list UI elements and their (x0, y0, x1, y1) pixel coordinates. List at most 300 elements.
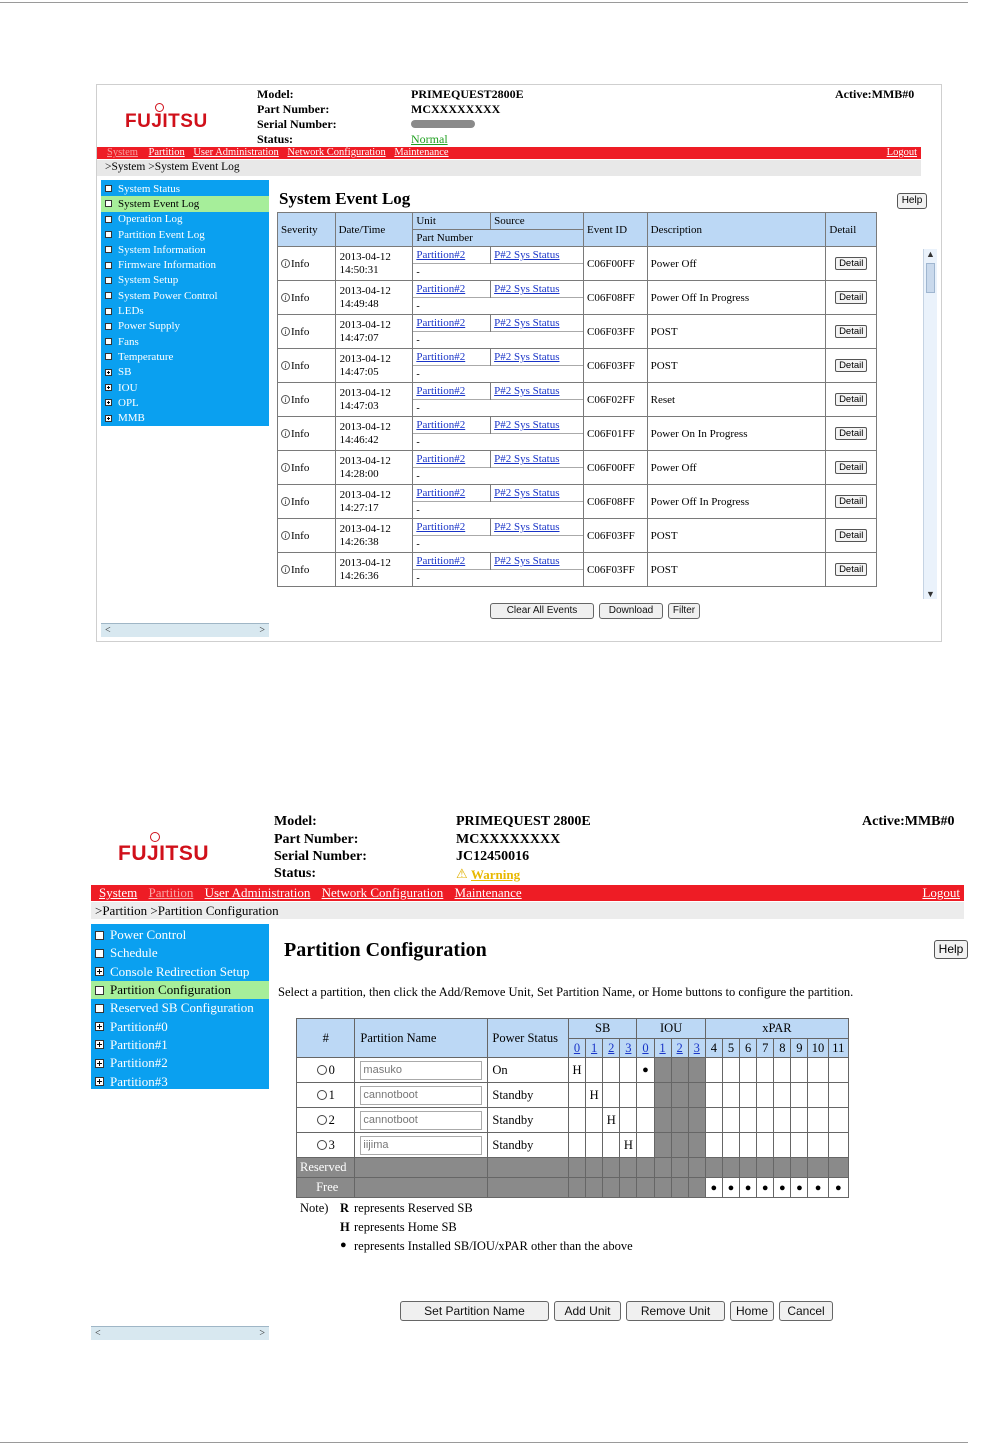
xpar-cell (808, 1058, 828, 1083)
sb-cell (568, 1133, 585, 1158)
sidebar-item-firmware-information[interactable] (101, 257, 269, 272)
reserved-row-unit-cell (620, 1158, 637, 1178)
iou-number-3[interactable]: 3 (693, 1040, 700, 1055)
reserved-row-xpar-cell (808, 1158, 828, 1178)
partition-table (296, 1018, 849, 1198)
sidebar-item-system-event-log[interactable] (101, 196, 269, 211)
sidebar-horizontal-scrollbar[interactable] (101, 623, 269, 637)
severity-text: Info (291, 495, 310, 508)
detail-button[interactable]: Detail (835, 325, 867, 338)
download-button[interactable]: Download (599, 603, 663, 619)
description-cell: Reset (647, 383, 826, 417)
table-row (278, 281, 877, 298)
source-cell (491, 315, 584, 332)
unit-link[interactable]: Partition#2 (416, 419, 466, 431)
menu-system[interactable]: System (99, 885, 138, 900)
unit-cell (413, 281, 491, 298)
page-top-rule (0, 2, 968, 3)
iou-cell (654, 1108, 671, 1133)
sidebar-item-opl[interactable] (101, 395, 269, 410)
scroll-right-icon[interactable]: > (259, 625, 265, 636)
severity-cell (278, 519, 336, 553)
detail-cell (826, 451, 877, 485)
checkbox-icon (105, 216, 112, 223)
reserved-row-xpar-cell (757, 1158, 774, 1178)
clear-all-events-button[interactable]: Clear All Events (490, 603, 594, 619)
col-xpar: xPAR (705, 1019, 848, 1039)
menu-user-administration[interactable]: User Administration (193, 147, 279, 158)
logout-link[interactable]: Logout (886, 147, 917, 158)
info-icon: i (281, 565, 290, 574)
event-log-vertical-scrollbar[interactable] (923, 249, 937, 599)
serial-number-label: Serial Number: (257, 117, 337, 131)
datetime-cell (335, 315, 413, 349)
source-cell (491, 553, 584, 570)
source-link[interactable]: P#2 Sys Status (494, 487, 560, 499)
partition-select-cell (297, 1133, 355, 1158)
radio-button[interactable] (317, 1065, 327, 1075)
detail-button[interactable]: Detail (835, 257, 867, 270)
severity-text: Info (291, 359, 310, 372)
xpar-cell (722, 1083, 739, 1108)
checkbox-icon (105, 338, 112, 345)
partition-name-cell (355, 1108, 488, 1133)
partition-number: 3 (328, 1137, 335, 1152)
table-row (278, 553, 877, 570)
part-number-cell: - (413, 400, 584, 417)
table-row (278, 485, 877, 502)
part-number-cell: - (413, 298, 584, 315)
help-button[interactable]: Help (934, 940, 968, 959)
description-cell: Power Off (647, 451, 826, 485)
xpar-col-8 (774, 1039, 791, 1058)
info-icon: i (281, 497, 290, 506)
sidebar-item-label: Partition Event Log (118, 228, 205, 241)
sidebar-item-system-setup[interactable] (101, 273, 269, 288)
detail-cell (826, 247, 877, 281)
sb-cell (586, 1133, 603, 1158)
reserved-row-power-cell (488, 1158, 569, 1178)
partition-select-cell (297, 1108, 355, 1133)
status-label: Status: (274, 866, 317, 881)
date-text: 2013-04-12 (339, 386, 391, 399)
xpar-cell (705, 1058, 722, 1083)
status-value[interactable]: Normal (411, 132, 448, 146)
scroll-left-icon[interactable]: < (95, 1328, 101, 1339)
partition-name-input[interactable] (360, 1086, 482, 1105)
col-event-id: Event ID (584, 213, 648, 247)
time-text: 14:47:07 (339, 331, 379, 344)
xpar-cell (774, 1058, 791, 1083)
radio-button[interactable] (317, 1090, 327, 1100)
sb-number-3[interactable]: 3 (625, 1040, 632, 1055)
sidebar-item-system-power-control[interactable] (101, 288, 269, 303)
source-link[interactable]: P#2 Sys Status (494, 521, 560, 533)
unit-link[interactable]: Partition#2 (416, 521, 466, 533)
cancel-button[interactable]: Cancel (779, 1301, 833, 1321)
checkbox-icon (105, 246, 112, 253)
detail-button[interactable]: Detail (835, 359, 867, 372)
xpar-number-5: 5 (727, 1040, 735, 1055)
xpar-cell (808, 1108, 828, 1133)
menu-user-administration[interactable]: User Administration (204, 885, 311, 900)
filter-button[interactable]: Filter (668, 603, 700, 619)
info-icon: i (281, 531, 290, 540)
sb-number-2[interactable]: 2 (608, 1040, 615, 1055)
sidebar-item-operation-log[interactable] (101, 212, 269, 227)
checkbox-icon (105, 353, 112, 360)
sb-cell (603, 1083, 620, 1108)
sidebar-item-partition-event-log[interactable] (101, 227, 269, 242)
radio-button[interactable] (317, 1115, 327, 1125)
col-partition-name: Partition Name (355, 1019, 488, 1058)
col-description: Description (647, 213, 826, 247)
sb-col-0[interactable] (568, 1039, 585, 1058)
sb-number-0[interactable]: 0 (573, 1040, 581, 1055)
iou-cell (688, 1108, 705, 1133)
source-link[interactable]: P#2 Sys Status (494, 555, 560, 567)
sidebar-nav (91, 924, 269, 1089)
date-text: 2013-04-12 (339, 250, 391, 263)
checkbox-icon (95, 986, 104, 995)
power-status-cell: Standby (488, 1133, 569, 1158)
severity-text: Info (291, 257, 310, 270)
unit-link[interactable]: Partition#2 (416, 385, 466, 397)
menu-system[interactable]: System (107, 147, 138, 158)
severity-cell (278, 485, 336, 519)
unit-link[interactable]: Partition#2 (416, 283, 466, 295)
iou-cell (671, 1058, 688, 1083)
col-detail: Detail (826, 213, 877, 247)
expand-plus-icon (95, 1022, 104, 1031)
menu-network-configuration[interactable]: Network Configuration (321, 885, 444, 900)
sidebar-item-schedule[interactable] (91, 944, 269, 962)
sidebar-item-iou[interactable] (101, 380, 269, 395)
date-text: 2013-04-12 (339, 454, 391, 467)
sidebar-item-power-supply[interactable] (101, 319, 269, 334)
free-row-xpar-cell: ● (808, 1178, 828, 1198)
breadcrumb: >Partition >Partition Configuration (91, 902, 964, 919)
iou-cell (671, 1108, 688, 1133)
sb-number-1[interactable]: 1 (590, 1040, 598, 1055)
sb-cell: H (586, 1083, 603, 1108)
iou-col-1[interactable] (654, 1039, 671, 1058)
free-row-xpar-cell: ● (757, 1178, 774, 1198)
source-cell (491, 349, 584, 366)
sidebar-item-label: Partition#2 (110, 1055, 168, 1071)
date-text: 2013-04-12 (339, 284, 391, 297)
scroll-down-icon[interactable]: ▼ (926, 589, 935, 599)
free-row-xpar-cell: ● (774, 1178, 791, 1198)
sb-cell (568, 1108, 585, 1133)
add-unit-button[interactable]: Add Unit (554, 1301, 621, 1321)
detail-button[interactable]: Detail (835, 495, 867, 508)
partition-select-cell (297, 1083, 355, 1108)
source-link[interactable]: P#2 Sys Status (494, 351, 560, 363)
xpar-cell (740, 1133, 757, 1158)
reserved-row-unit-cell (568, 1158, 585, 1178)
xpar-cell (757, 1083, 774, 1108)
source-cell (491, 417, 584, 434)
sidebar-horizontal-scrollbar[interactable] (91, 1326, 269, 1340)
home-button[interactable]: Home (730, 1301, 774, 1321)
logout-link[interactable]: Logout (922, 885, 960, 900)
sb-col-1[interactable] (586, 1039, 603, 1058)
page-title: System Event Log (279, 189, 411, 208)
free-row-xpar-cell: ● (828, 1178, 848, 1198)
page-bottom-rule (0, 1442, 968, 1443)
severity-cell (278, 417, 336, 451)
model-label: Model: (274, 814, 317, 829)
legend-symbol-r: R (340, 1201, 350, 1215)
legend-notes (300, 1201, 633, 1258)
scroll-up-icon[interactable]: ▲ (926, 249, 935, 259)
fujitsu-logo: FUJITSU (118, 842, 209, 866)
radio-button[interactable] (317, 1140, 327, 1150)
source-link[interactable]: P#2 Sys Status (494, 249, 560, 261)
description-cell: Power Off In Progress (647, 485, 826, 519)
part-number-value: MCXXXXXXXX (411, 102, 501, 116)
detail-cell (826, 553, 877, 587)
sidebar-item-label: Partition Configuration (110, 982, 231, 998)
help-button[interactable]: Help (897, 193, 927, 209)
unit-link[interactable]: Partition#2 (416, 317, 466, 329)
expand-plus-icon (95, 1059, 104, 1068)
reserved-row-label: Reserved (297, 1158, 355, 1178)
partition-name-input[interactable] (360, 1136, 482, 1155)
date-text: 2013-04-12 (339, 318, 391, 331)
menu-maintenance[interactable]: Maintenance (394, 147, 449, 158)
xpar-cell (791, 1058, 808, 1083)
status-value[interactable]: Warning (471, 867, 521, 882)
table-row[interactable] (297, 1058, 849, 1083)
iou-number-0[interactable]: 0 (642, 1040, 649, 1055)
iou-col-2[interactable] (671, 1039, 688, 1058)
datetime-cell (335, 553, 413, 587)
datetime-cell (335, 451, 413, 485)
detail-button[interactable]: Detail (835, 291, 867, 304)
part-number-label: Part Number: (257, 102, 330, 116)
free-row-unit-cell (671, 1178, 688, 1198)
datetime-cell (335, 383, 413, 417)
sidebar-item-partition-configuration[interactable] (91, 981, 269, 999)
table-row[interactable] (297, 1133, 849, 1158)
expand-plus-icon (95, 1040, 104, 1049)
detail-button[interactable]: Detail (835, 427, 867, 440)
legend-text-r: represents Reserved SB (354, 1201, 473, 1215)
iou-cell (654, 1133, 671, 1158)
sb-col-3[interactable] (620, 1039, 637, 1058)
scroll-right-icon[interactable]: > (259, 1328, 265, 1339)
source-link[interactable]: P#2 Sys Status (494, 453, 560, 465)
sidebar-item-mmb[interactable] (101, 410, 269, 425)
legend-symbol-dot: ● (340, 1239, 347, 1251)
sidebar-item-reserved-sb-configuration[interactable] (91, 999, 269, 1017)
event-id-cell: C06F03FF (584, 349, 648, 383)
table-row (278, 417, 877, 434)
event-id-cell: C06F03FF (584, 553, 648, 587)
page-title: Partition Configuration (284, 939, 487, 961)
iou-cell: ● (637, 1058, 654, 1083)
event-id-cell: C06F03FF (584, 315, 648, 349)
instruction-text: Select a partition, then click the Add/Remove Unit, Set Partition Name, or Home buttons to configure the partition. (278, 985, 854, 999)
iou-number-1[interactable]: 1 (659, 1040, 666, 1055)
col-part-number: Part Number (413, 230, 584, 247)
severity-cell (278, 315, 336, 349)
iou-cell (688, 1083, 705, 1108)
unit-cell (413, 519, 491, 536)
sidebar-item-label: IOU (118, 381, 138, 394)
unit-link[interactable]: Partition#2 (416, 453, 466, 465)
detail-button[interactable]: Detail (835, 529, 867, 542)
free-row-xpar-cell: ● (740, 1178, 757, 1198)
source-link[interactable]: P#2 Sys Status (494, 385, 560, 397)
col-power-status: Power Status (488, 1019, 569, 1058)
remove-unit-button[interactable]: Remove Unit (626, 1301, 725, 1321)
xpar-cell (740, 1058, 757, 1083)
xpar-col-9 (791, 1039, 808, 1058)
main-menu-bar (97, 147, 921, 159)
xpar-col-7 (757, 1039, 774, 1058)
serial-number-label: Serial Number: (274, 849, 367, 864)
info-icon: i (281, 429, 290, 438)
detail-cell (826, 417, 877, 451)
free-row-unit-cell (688, 1178, 705, 1198)
col-number: # (297, 1019, 355, 1058)
checkbox-icon (105, 231, 112, 238)
part-number-value: MCXXXXXXXX (456, 832, 561, 847)
col-iou: IOU (637, 1019, 705, 1039)
source-link[interactable]: P#2 Sys Status (494, 283, 560, 295)
iou-cell (637, 1083, 654, 1108)
col-sb: SB (568, 1019, 636, 1039)
iou-cell (654, 1058, 671, 1083)
source-cell (491, 247, 584, 264)
detail-cell (826, 315, 877, 349)
col-datetime: Date/Time (335, 213, 413, 247)
iou-col-0[interactable] (637, 1039, 654, 1058)
menu-network-configuration[interactable]: Network Configuration (287, 147, 386, 158)
power-status-cell: Standby (488, 1108, 569, 1133)
info-icon: i (281, 293, 290, 302)
iou-cell (654, 1083, 671, 1108)
time-text: 14:27:17 (339, 501, 379, 514)
datetime-cell (335, 519, 413, 553)
sidebar-item-label: Schedule (110, 945, 158, 961)
checkbox-icon (105, 185, 112, 192)
sidebar-item-leds[interactable] (101, 303, 269, 318)
xpar-cell (791, 1133, 808, 1158)
sidebar-item-partition-3[interactable] (91, 1072, 269, 1090)
source-link[interactable]: P#2 Sys Status (494, 419, 560, 431)
iou-col-3[interactable] (688, 1039, 705, 1058)
unit-link[interactable]: Partition#2 (416, 555, 466, 567)
sidebar-item-console-redirection-setup[interactable] (91, 963, 269, 981)
sidebar-item-sb[interactable] (101, 365, 269, 380)
xpar-cell (740, 1108, 757, 1133)
sidebar-item-partition-1[interactable] (91, 1036, 269, 1054)
table-row (278, 315, 877, 332)
free-row-unit-cell (637, 1178, 654, 1198)
checkbox-icon (105, 200, 112, 207)
xpar-number-9: 9 (796, 1040, 803, 1055)
severity-text: Info (291, 563, 310, 576)
detail-button[interactable]: Detail (835, 461, 867, 474)
partition-name-cell (355, 1058, 488, 1083)
menu-partition[interactable]: Partition (148, 147, 185, 158)
active-mmb: Active:MMB#0 (862, 814, 955, 829)
sb-col-2[interactable] (603, 1039, 620, 1058)
unit-link[interactable]: Partition#2 (416, 249, 466, 261)
expand-plus-icon (105, 369, 112, 376)
source-link[interactable]: P#2 Sys Status (494, 317, 560, 329)
detail-button[interactable]: Detail (835, 393, 867, 406)
partition-name-input[interactable] (360, 1061, 482, 1080)
xpar-cell (757, 1133, 774, 1158)
model-value: PRIMEQUEST2800E (411, 87, 524, 101)
menu-partition[interactable]: Partition (148, 885, 194, 900)
reserved-row-name-cell (355, 1158, 488, 1178)
description-cell: Power On In Progress (647, 417, 826, 451)
sidebar-item-partition-2[interactable] (91, 1054, 269, 1072)
unit-cell (413, 349, 491, 366)
iou-number-2[interactable]: 2 (676, 1040, 683, 1055)
time-text: 14:50:31 (339, 263, 379, 276)
info-icon: i (281, 259, 290, 268)
note-label: Note) (300, 1201, 329, 1215)
scroll-thumb[interactable] (926, 263, 935, 293)
severity-text: Info (291, 393, 310, 406)
sidebar-item-label: Console Redirection Setup (110, 963, 250, 979)
sidebar-item-temperature[interactable] (101, 349, 269, 364)
scroll-left-icon[interactable]: < (105, 625, 111, 636)
free-row-name-cell (355, 1178, 488, 1198)
table-row[interactable] (297, 1108, 849, 1133)
severity-text: Info (291, 291, 310, 304)
sidebar-item-power-control[interactable] (91, 926, 269, 944)
sidebar-item-system-information[interactable] (101, 242, 269, 257)
detail-button[interactable]: Detail (835, 563, 867, 576)
expand-plus-icon (105, 384, 112, 391)
iou-cell (637, 1133, 654, 1158)
sidebar-item-system-status[interactable] (101, 181, 269, 196)
sb-cell (620, 1058, 637, 1083)
part-number-cell: - (413, 332, 584, 349)
legend-text-h: represents Home SB (354, 1220, 457, 1234)
reserved-row-xpar-cell (705, 1158, 722, 1178)
model-value: PRIMEQUEST 2800E (456, 814, 591, 829)
sidebar-item-partition-0[interactable] (91, 1017, 269, 1035)
set-partition-name-button[interactable]: Set Partition Name (400, 1301, 549, 1321)
menu-maintenance[interactable]: Maintenance (454, 885, 522, 900)
partition-name-input[interactable] (360, 1111, 482, 1130)
unit-link[interactable]: Partition#2 (416, 351, 466, 363)
table-row[interactable] (297, 1083, 849, 1108)
xpar-cell (722, 1133, 739, 1158)
description-cell: POST (647, 315, 826, 349)
free-row-power-cell (488, 1178, 569, 1198)
sidebar-item-fans[interactable] (101, 334, 269, 349)
xpar-col-6 (740, 1039, 757, 1058)
unit-cell (413, 417, 491, 434)
partition-name-cell (355, 1083, 488, 1108)
detail-cell (826, 349, 877, 383)
col-unit: Unit (413, 213, 491, 230)
checkbox-icon (105, 292, 112, 299)
unit-link[interactable]: Partition#2 (416, 487, 466, 499)
sidebar-item-label: Temperature (118, 350, 174, 363)
xpar-number-4: 4 (710, 1040, 717, 1055)
